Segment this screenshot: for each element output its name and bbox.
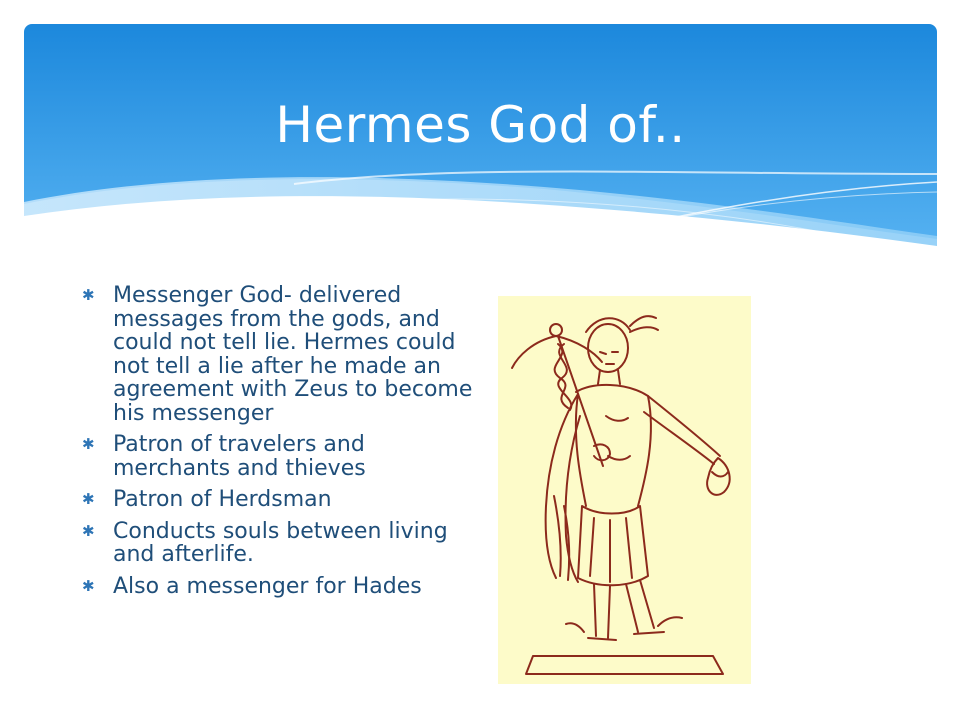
asterisk-bullet-icon: ✱	[82, 521, 95, 540]
bullet-text: Patron of Herdsman	[113, 487, 332, 512]
list-item	[82, 433, 482, 480]
bullet-list	[82, 284, 482, 606]
list-item	[82, 488, 482, 512]
asterisk-bullet-icon: ✱	[82, 435, 95, 453]
bullet-text: Messenger God- delivered messages from the gods, and could not tell lie. Hermes could not tell a lie after he made an agreement with Zeus to become his messenger	[113, 283, 473, 426]
list-item	[82, 575, 482, 599]
list-item	[82, 520, 482, 567]
bullet-text: Patron of travelers and merchants and thieves	[113, 432, 366, 481]
asterisk-bullet-icon: ✱	[82, 490, 95, 508]
asterisk-bullet-icon: ✱	[82, 576, 95, 595]
bullet-text: Also a messenger for Hades	[113, 573, 422, 599]
slide-title: Hermes God of..	[275, 96, 686, 154]
asterisk-bullet-icon: ✱	[82, 286, 95, 304]
slide-header-banner	[24, 24, 937, 264]
list-item	[82, 284, 482, 425]
hermes-illustration	[498, 296, 751, 684]
bullet-text: Conducts souls between living and afterlife.	[113, 518, 448, 567]
